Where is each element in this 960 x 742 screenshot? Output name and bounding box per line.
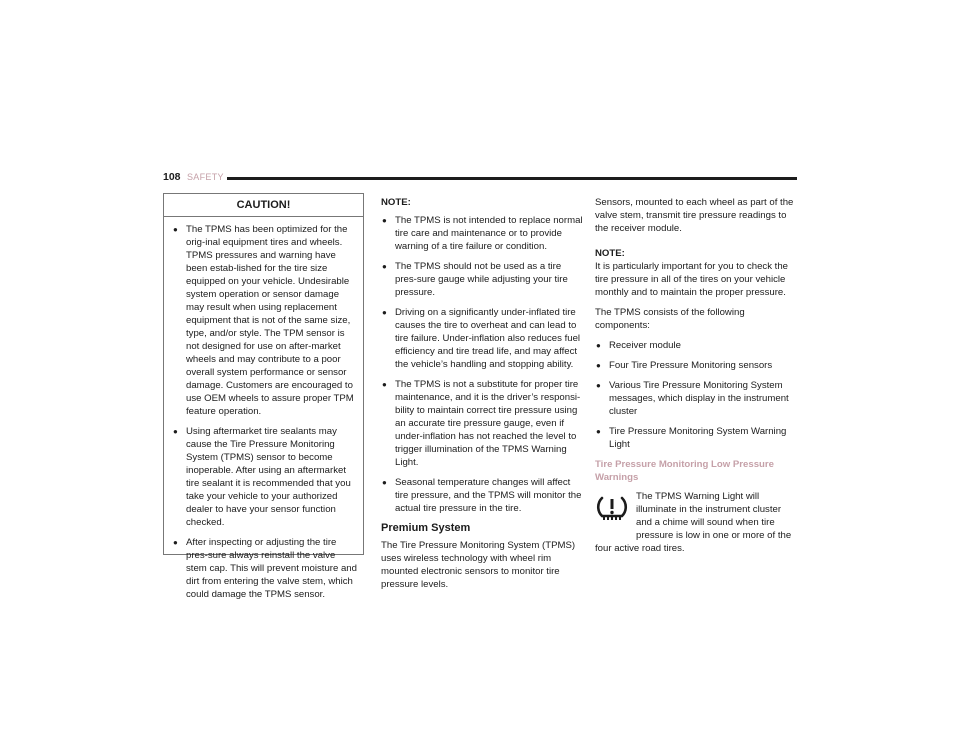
section-title: SAFETY (187, 172, 224, 182)
note-paragraph: It is particularly important for you to check the tire pressure in all of the tires on your vehicle monthly and to maintain the proper pressure. (595, 261, 789, 298)
caution-item: ● After inspecting or adjusting the tire pres-sure always reinstall the valve stem cap. This will prevent moisture and dirt from entering the valve stem, which could damage the TPMS sensor. (172, 536, 357, 601)
header-rule (227, 177, 797, 180)
premium-system-text: The Tire Pressure Monitoring System (TPMS) uses wireless technology with wheel rim mounted electronic sensors to monitor tire pressure levels. (381, 540, 576, 590)
middle-column (381, 196, 583, 598)
note-item: ● The TPMS should not be used as a tire pres-sure gauge while adjusting your tire pressure. (381, 260, 583, 299)
component-item: ● Various Tire Pressure Monitoring System messages, which display in the instrument cluster (595, 379, 797, 418)
page-header (163, 170, 797, 186)
note-item: ● The TPMS is not a substitute for proper tire maintenance, and it is the driver’s responsi-bility to maintain correct tire pressure using an accurate tire pressure gauge, even if under-inflation has not reached the level to trigger illumination of the TPMS Warning Light. (381, 378, 583, 469)
page-number: 108 (163, 171, 181, 183)
caution-box (163, 193, 364, 600)
premium-system-heading: Premium System (381, 522, 471, 534)
note-item: ● Driving on a significantly under-inflated tire causes the tire to overheat and can lead to tire failure. Under-inflation also reduces fuel efficiency and tire tread life, and may affect the vehicle’s handling and stopping ability. (381, 306, 583, 371)
warnings-heading: Tire Pressure Monitoring Low Pressure Warnings (595, 459, 774, 483)
tpms-warning-icon (595, 492, 629, 522)
caution-title: CAUTION! (164, 194, 363, 217)
caution-list (172, 223, 357, 601)
warning-text: The TPMS Warning Light will illuminate in the instrument cluster and a chime will sound when tire pressure is low in one or more of the (636, 491, 792, 541)
caution-item: ● The TPMS has been optimized for the orig-inal equipment tires and wheels. TPMS pressures and warning have been estab-lished for the tire size equipped on your vehicle. Undesirable system operation or sensor damage may result when using replacement equipment that is not of the same size, type, and/or style. The TPM sensor is not designed for use on after-market wheels and may contribute to a poor overall system performance or sensor damage. Customers are encouraged to use OEM wheels to assure proper TPM feature operation. (172, 223, 357, 418)
components-list (595, 339, 797, 451)
right-column (595, 196, 797, 555)
note-item: ● Seasonal temperature changes will affect tire pressure, and the TPMS will monitor the actual tire pressure in the tire. (381, 476, 583, 515)
components-intro: The TPMS consists of the following components: (595, 307, 745, 331)
warning-text-tail: four active road tires. (595, 543, 685, 554)
component-item: ● Receiver module (595, 339, 797, 352)
note-label: NOTE: (595, 248, 625, 259)
caution-item: ● Using aftermarket tire sealants may cause the Tire Pressure Monitoring System (TPMS) sensor to become inoperable. After using an aftermarket tire sealant it is recommended that you take your vehicle to your authorized dealer to have your sensor function checked. (172, 425, 357, 529)
component-item: ● Four Tire Pressure Monitoring sensors (595, 359, 797, 372)
sensors-paragraph: Sensors, mounted to each wheel as part of the valve stem, transmit tire pressure readings to the receiver module. (595, 197, 794, 234)
note-item: ● The TPMS is not intended to replace normal tire care and maintenance or to provide warning of a tire failure or condition. (381, 214, 583, 253)
note-label: NOTE: (381, 197, 411, 208)
note-list (381, 214, 583, 515)
component-item: ● Tire Pressure Monitoring System Warning Light (595, 425, 797, 451)
